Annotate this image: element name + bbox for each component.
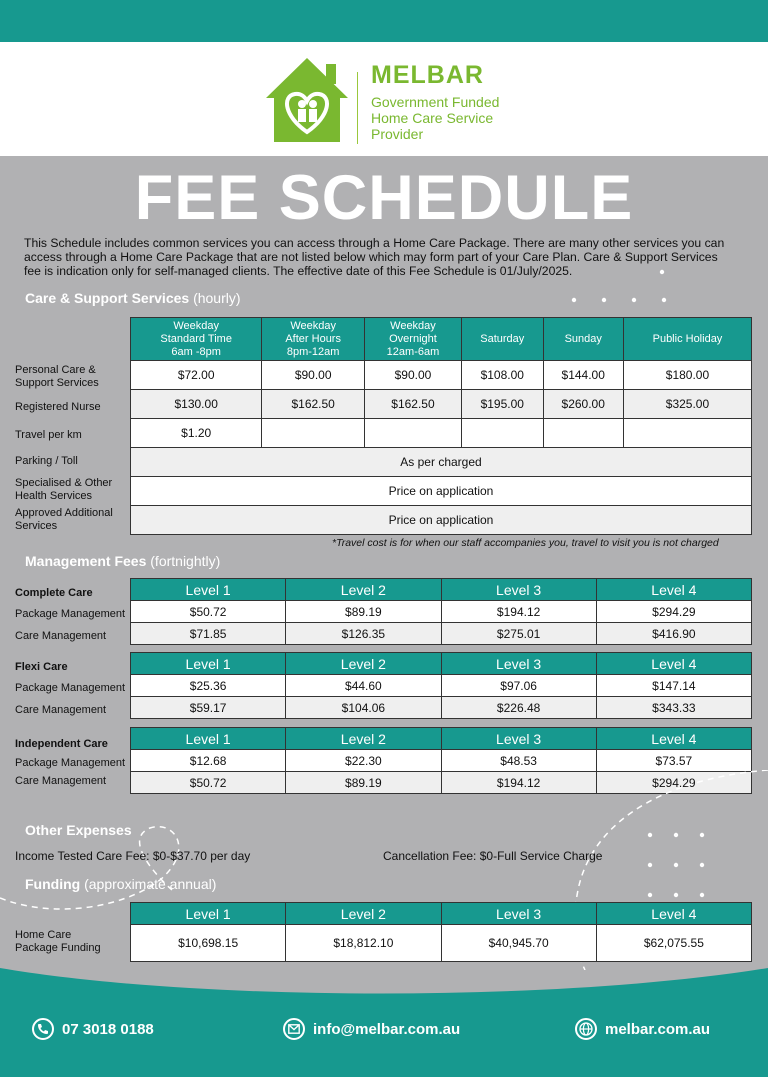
cell: $40,945.70 bbox=[441, 925, 596, 962]
table-header-row bbox=[131, 318, 752, 361]
cell: $44.60 bbox=[286, 675, 441, 697]
cell: $97.06 bbox=[441, 675, 596, 697]
brand-tagline: Government Funded Home Care Service Provider bbox=[371, 94, 500, 142]
email-contact[interactable] bbox=[283, 1018, 460, 1040]
brand-name: MELBAR bbox=[371, 61, 484, 89]
cell: $162.50 bbox=[262, 390, 365, 419]
cell bbox=[262, 419, 365, 448]
cell: $147.14 bbox=[596, 675, 751, 697]
cell bbox=[461, 419, 543, 448]
cell: $18,812.10 bbox=[286, 925, 441, 962]
cell: $194.12 bbox=[441, 772, 596, 794]
travel-note: *Travel cost is for when our staff accompanies you, travel to visit you is not charged bbox=[332, 537, 719, 549]
phone-icon bbox=[32, 1018, 54, 1040]
row-label: Approved Additional Services bbox=[15, 507, 113, 532]
table-row bbox=[131, 750, 752, 772]
cell: $275.01 bbox=[441, 623, 596, 645]
group-label: Flexi Care bbox=[15, 661, 68, 673]
level-header: Level 1 bbox=[131, 728, 286, 750]
logo-divider bbox=[357, 72, 358, 144]
table-row bbox=[131, 601, 752, 623]
cell: $226.48 bbox=[441, 697, 596, 719]
table-row bbox=[131, 361, 752, 390]
row-label: Package Management bbox=[15, 682, 126, 694]
table-row bbox=[131, 448, 752, 477]
house-logo-icon bbox=[262, 54, 352, 146]
row-label: Travel per km bbox=[15, 429, 82, 441]
level-header: Level 3 bbox=[441, 903, 596, 925]
cell: $90.00 bbox=[364, 361, 461, 390]
row-label: Home Care Package Funding bbox=[15, 929, 101, 954]
website-url[interactable]: melbar.com.au bbox=[605, 1020, 711, 1038]
cell: $416.90 bbox=[596, 623, 751, 645]
level-header: Level 4 bbox=[596, 903, 751, 925]
level-header: Level 2 bbox=[286, 903, 441, 925]
level-header: Level 1 bbox=[131, 903, 286, 925]
level-header: Level 1 bbox=[131, 653, 286, 675]
care-support-heading: Care & Support Services (hourly) bbox=[25, 290, 241, 306]
table-row bbox=[131, 925, 752, 962]
phone-contact[interactable] bbox=[32, 1018, 154, 1040]
level-header: Level 2 bbox=[286, 579, 441, 601]
funding-heading: Funding (approximate annual) bbox=[25, 876, 217, 892]
cell: $12.68 bbox=[131, 750, 286, 772]
level-header: Level 2 bbox=[286, 653, 441, 675]
website-contact[interactable] bbox=[575, 1018, 710, 1040]
col-header: Weekday Overnight 12am-6am bbox=[364, 318, 461, 361]
row-label: Package Management bbox=[15, 757, 126, 769]
merged-cell: Price on application bbox=[131, 506, 752, 535]
cell: $89.19 bbox=[286, 601, 441, 623]
cell: $325.00 bbox=[623, 390, 751, 419]
cell bbox=[364, 419, 461, 448]
cell: $48.53 bbox=[441, 750, 596, 772]
merged-cell: Price on application bbox=[131, 477, 752, 506]
group-label: Complete Care bbox=[15, 587, 93, 599]
flexi-care-table bbox=[130, 652, 752, 719]
row-label: Specialised & Other Health Services bbox=[15, 477, 113, 502]
col-header: Sunday bbox=[543, 318, 623, 361]
row-label: Package Management bbox=[15, 608, 126, 620]
level-header: Level 4 bbox=[596, 728, 751, 750]
cell: $22.30 bbox=[286, 750, 441, 772]
email-icon bbox=[283, 1018, 305, 1040]
row-label: Personal Care & Support Services bbox=[15, 364, 99, 389]
table-row bbox=[131, 506, 752, 535]
level-header: Level 3 bbox=[441, 653, 596, 675]
level-header-row bbox=[131, 728, 752, 750]
cell: $194.12 bbox=[441, 601, 596, 623]
row-label: Care Management bbox=[15, 704, 107, 716]
globe-icon bbox=[575, 1018, 597, 1040]
level-header-row bbox=[131, 903, 752, 925]
row-label: Care Management bbox=[15, 630, 107, 642]
table-row bbox=[131, 675, 752, 697]
cell: $343.33 bbox=[596, 697, 751, 719]
cell: $195.00 bbox=[461, 390, 543, 419]
row-label: Care Management bbox=[15, 775, 107, 787]
row-label: Registered Nurse bbox=[15, 401, 101, 413]
email-address[interactable]: info@melbar.com.au bbox=[313, 1020, 461, 1038]
other-expenses-heading: Other Expenses bbox=[25, 822, 132, 838]
col-header: Weekday Standard Time 6am -8pm bbox=[131, 318, 262, 361]
cell: $1.20 bbox=[131, 419, 262, 448]
cell: $108.00 bbox=[461, 361, 543, 390]
cell: $104.06 bbox=[286, 697, 441, 719]
cell: $25.36 bbox=[131, 675, 286, 697]
cancellation-fee: Cancellation Fee: $0-Full Service Charge bbox=[383, 849, 603, 863]
level-header: Level 3 bbox=[441, 579, 596, 601]
cell: $73.57 bbox=[596, 750, 751, 772]
cell: $72.00 bbox=[131, 361, 262, 390]
cell: $50.72 bbox=[131, 772, 286, 794]
group-label: Independent Care bbox=[15, 738, 108, 750]
level-header: Level 4 bbox=[596, 653, 751, 675]
cell: $294.29 bbox=[596, 772, 751, 794]
level-header-row bbox=[131, 579, 752, 601]
page-title: FEE SCHEDULE bbox=[134, 163, 634, 233]
cell: $126.35 bbox=[286, 623, 441, 645]
level-header: Level 3 bbox=[441, 728, 596, 750]
level-header-row bbox=[131, 653, 752, 675]
cell: $71.85 bbox=[131, 623, 286, 645]
management-heading: Management Fees (fortnightly) bbox=[25, 553, 221, 569]
cell: $144.00 bbox=[543, 361, 623, 390]
cell: $162.50 bbox=[364, 390, 461, 419]
table-row bbox=[131, 623, 752, 645]
cell bbox=[623, 419, 751, 448]
level-header: Level 4 bbox=[596, 579, 751, 601]
cell: $62,075.55 bbox=[596, 925, 751, 962]
table-row bbox=[131, 419, 752, 448]
level-header: Level 1 bbox=[131, 579, 286, 601]
cell: $180.00 bbox=[623, 361, 751, 390]
cell: $260.00 bbox=[543, 390, 623, 419]
income-tested-fee: Income Tested Care Fee: $0-$37.70 per day bbox=[15, 849, 251, 863]
cell: $50.72 bbox=[131, 601, 286, 623]
cell: $89.19 bbox=[286, 772, 441, 794]
level-header: Level 2 bbox=[286, 728, 441, 750]
complete-care-table bbox=[130, 578, 752, 645]
phone-number[interactable]: 07 3018 0188 bbox=[62, 1020, 154, 1038]
table-row bbox=[131, 390, 752, 419]
funding-table bbox=[130, 902, 752, 962]
col-header: Weekday After Hours 8pm-12am bbox=[262, 318, 365, 361]
intro-text: This Schedule includes common services you can access through a Home Care Package. There are many other services you can access through a Home Care Package that are not listed below which may form part of your Care Plan. Care & Support Services fee is indication only for self-managed clients. The effective date of this Fee Schedule is 01/July/2025. bbox=[24, 236, 725, 278]
row-label: Parking / Toll bbox=[15, 455, 78, 467]
table-row bbox=[131, 697, 752, 719]
table-row bbox=[131, 477, 752, 506]
dots-decoration bbox=[560, 262, 690, 306]
cell bbox=[543, 419, 623, 448]
merged-cell: As per charged bbox=[131, 448, 752, 477]
care-support-table bbox=[130, 317, 752, 535]
cell: $10,698.15 bbox=[131, 925, 286, 962]
top-bar bbox=[0, 0, 768, 42]
cell: $130.00 bbox=[131, 390, 262, 419]
col-header: Saturday bbox=[461, 318, 543, 361]
cell: $90.00 bbox=[262, 361, 365, 390]
cell: $59.17 bbox=[131, 697, 286, 719]
cell: $294.29 bbox=[596, 601, 751, 623]
col-header: Public Holiday bbox=[623, 318, 751, 361]
